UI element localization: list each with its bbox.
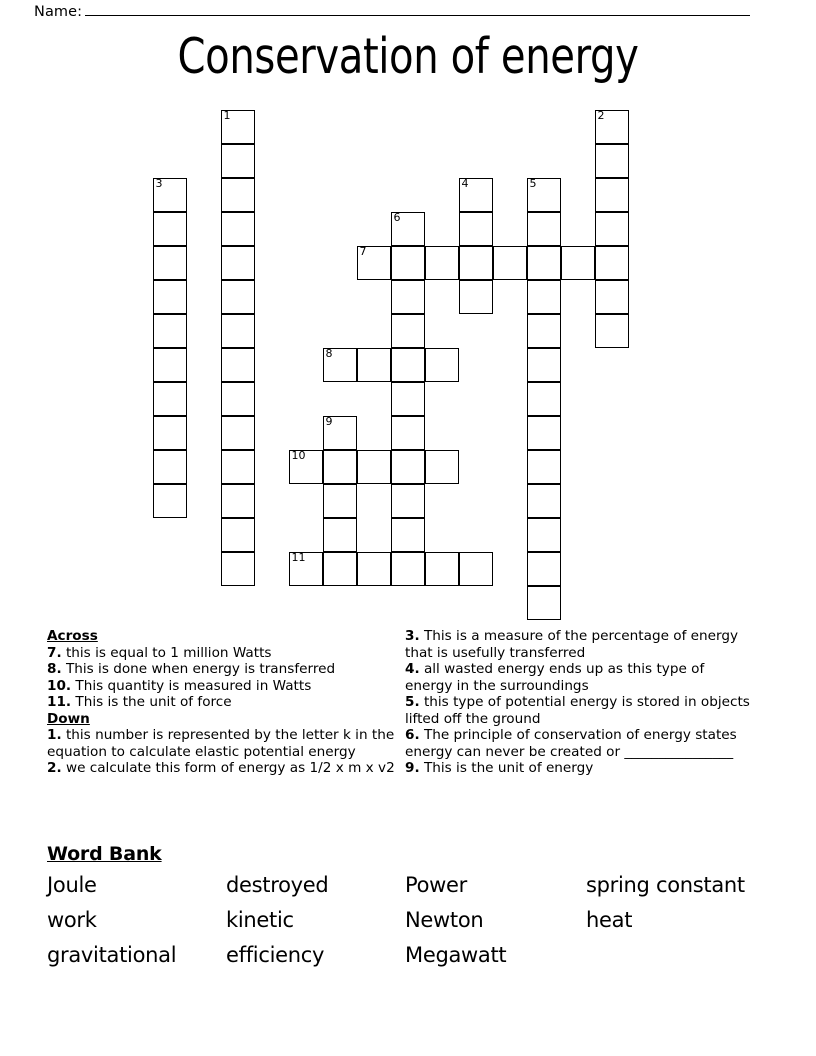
grid-cell[interactable] bbox=[323, 416, 357, 450]
grid-cell[interactable] bbox=[391, 552, 425, 586]
grid-cell-number: 7 bbox=[359, 245, 367, 258]
grid-cell[interactable] bbox=[153, 450, 187, 484]
across-heading: Across bbox=[47, 628, 98, 644]
word-bank-title: Word Bank bbox=[47, 843, 162, 865]
clue-text: all wasted energy ends up as this type of energy in the surroundings bbox=[405, 661, 705, 694]
clue-number: 9. bbox=[405, 760, 420, 776]
clues-right-column bbox=[405, 628, 755, 777]
clue-text: we calculate this form of energy as 1/2 x m x v2 bbox=[65, 760, 395, 776]
word-bank-word[interactable]: efficiency bbox=[226, 943, 325, 967]
grid-cell[interactable] bbox=[221, 280, 255, 314]
grid-cell[interactable] bbox=[527, 280, 561, 314]
grid-cell[interactable] bbox=[323, 450, 357, 484]
grid-cell[interactable] bbox=[527, 314, 561, 348]
clue-across-7 bbox=[47, 645, 395, 662]
grid-cell[interactable] bbox=[595, 212, 629, 246]
grid-cell[interactable] bbox=[153, 178, 187, 212]
grid-cell[interactable] bbox=[153, 382, 187, 416]
grid-cell[interactable] bbox=[221, 416, 255, 450]
grid-cell[interactable] bbox=[527, 382, 561, 416]
grid-cell[interactable] bbox=[221, 552, 255, 586]
clue-across-10 bbox=[47, 678, 395, 695]
clue-down-9 bbox=[405, 760, 755, 777]
grid-cell[interactable] bbox=[527, 586, 561, 620]
clue-down-6 bbox=[405, 727, 755, 760]
word-bank-word[interactable]: Power bbox=[405, 873, 467, 897]
grid-cell[interactable] bbox=[357, 246, 391, 280]
grid-cell[interactable] bbox=[527, 212, 561, 246]
grid-cell[interactable] bbox=[527, 484, 561, 518]
grid-cell[interactable] bbox=[459, 212, 493, 246]
grid-cell[interactable] bbox=[323, 518, 357, 552]
grid-cell[interactable] bbox=[153, 484, 187, 518]
clue-across-8 bbox=[47, 661, 395, 678]
clues-left-column bbox=[47, 628, 395, 777]
clue-down-4 bbox=[405, 661, 755, 694]
grid-cell[interactable] bbox=[391, 518, 425, 552]
grid-cell[interactable] bbox=[595, 144, 629, 178]
clue-across-11 bbox=[47, 694, 395, 711]
word-bank-word[interactable]: spring constant bbox=[586, 873, 745, 897]
clue-number: 5. bbox=[405, 694, 420, 710]
grid-cell-number: 8 bbox=[325, 347, 333, 360]
grid-cell[interactable] bbox=[221, 382, 255, 416]
grid-cell-number: 2 bbox=[597, 109, 605, 122]
clue-text: This is the unit of energy bbox=[423, 760, 594, 776]
grid-cell[interactable] bbox=[221, 110, 255, 144]
grid-cell[interactable] bbox=[425, 450, 459, 484]
clue-number: 11. bbox=[47, 694, 72, 710]
clue-text: this is equal to 1 million Watts bbox=[65, 644, 272, 661]
grid-cell-number: 3 bbox=[155, 177, 163, 190]
grid-cell[interactable] bbox=[459, 280, 493, 314]
grid-cell[interactable] bbox=[391, 314, 425, 348]
grid-cell[interactable] bbox=[221, 484, 255, 518]
grid-cell[interactable] bbox=[425, 246, 459, 280]
grid-cell[interactable] bbox=[323, 552, 357, 586]
grid-cell[interactable] bbox=[595, 314, 629, 348]
word-bank-word[interactable]: Newton bbox=[405, 908, 484, 932]
clue-number: 3. bbox=[405, 628, 420, 644]
grid-cell-number: 5 bbox=[529, 177, 537, 190]
grid-cell[interactable] bbox=[221, 450, 255, 484]
grid-cell[interactable] bbox=[289, 552, 323, 586]
clue-down-1 bbox=[47, 727, 395, 760]
grid-cell[interactable] bbox=[221, 212, 255, 246]
clue-number: 2. bbox=[47, 760, 62, 776]
clue-number: 4. bbox=[405, 661, 420, 677]
grid-cell[interactable] bbox=[153, 348, 187, 382]
grid-cell[interactable] bbox=[391, 484, 425, 518]
grid-cell-number: 1 bbox=[223, 109, 231, 122]
clue-down-5 bbox=[405, 694, 755, 727]
grid-cell-number: 4 bbox=[461, 177, 469, 190]
grid-cell[interactable] bbox=[527, 178, 561, 212]
clue-number: 10. bbox=[47, 677, 72, 694]
clue-text: This is a measure of the percentage of energy that is usefully transferred bbox=[405, 628, 739, 661]
grid-cell[interactable] bbox=[527, 450, 561, 484]
grid-cell-number: 6 bbox=[393, 211, 401, 224]
word-bank-word[interactable]: work bbox=[47, 908, 97, 932]
grid-cell[interactable] bbox=[323, 348, 357, 382]
grid-cell[interactable] bbox=[357, 450, 391, 484]
word-bank-grid bbox=[47, 871, 767, 969]
grid-cell[interactable] bbox=[527, 246, 561, 280]
page-title: Conservation of energy bbox=[177, 28, 639, 85]
grid-cell[interactable] bbox=[595, 280, 629, 314]
clue-down-2 bbox=[47, 760, 395, 777]
grid-cell[interactable] bbox=[527, 348, 561, 382]
grid-cell[interactable] bbox=[425, 552, 459, 586]
grid-cell[interactable] bbox=[391, 280, 425, 314]
word-bank bbox=[47, 843, 767, 969]
clue-number: 7. bbox=[47, 644, 62, 661]
grid-cell[interactable] bbox=[153, 246, 187, 280]
grid-cell[interactable] bbox=[493, 246, 527, 280]
grid-cell[interactable] bbox=[221, 144, 255, 178]
down-heading: Down bbox=[47, 710, 90, 727]
grid-cell[interactable] bbox=[153, 212, 187, 246]
word-bank-word[interactable]: kinetic bbox=[226, 908, 294, 932]
name-label: Name: bbox=[34, 4, 83, 20]
grid-cell[interactable] bbox=[595, 110, 629, 144]
grid-cell[interactable] bbox=[221, 314, 255, 348]
grid-cell[interactable] bbox=[425, 348, 459, 382]
word-bank-word[interactable]: destroyed bbox=[226, 873, 329, 897]
clue-number: 6. bbox=[405, 727, 420, 743]
grid-cell[interactable] bbox=[221, 178, 255, 212]
grid-cell[interactable] bbox=[289, 450, 323, 484]
grid-cell-number: 9 bbox=[325, 415, 333, 428]
grid-cell[interactable] bbox=[459, 552, 493, 586]
grid-cell[interactable] bbox=[527, 552, 561, 586]
grid-cell[interactable] bbox=[561, 246, 595, 280]
grid-cell-number: 11 bbox=[291, 551, 306, 564]
grid-cell[interactable] bbox=[391, 246, 425, 280]
grid-cell[interactable] bbox=[323, 484, 357, 518]
grid-cell[interactable] bbox=[391, 348, 425, 382]
grid-cell[interactable] bbox=[221, 348, 255, 382]
grid-cell[interactable] bbox=[153, 280, 187, 314]
word-bank-word[interactable]: heat bbox=[586, 908, 633, 932]
grid-cell[interactable] bbox=[459, 178, 493, 212]
clue-text: This quantity is measured in Watts bbox=[75, 677, 312, 694]
grid-cell[interactable] bbox=[527, 518, 561, 552]
grid-cell[interactable] bbox=[153, 314, 187, 348]
grid-cell[interactable] bbox=[391, 416, 425, 450]
grid-cell[interactable] bbox=[391, 212, 425, 246]
word-bank-word[interactable]: Joule bbox=[47, 873, 97, 897]
grid-cell[interactable] bbox=[221, 246, 255, 280]
word-bank-word[interactable]: Megawatt bbox=[405, 943, 507, 967]
grid-cell[interactable] bbox=[153, 416, 187, 450]
grid-cell[interactable] bbox=[221, 518, 255, 552]
clue-text: this type of potential energy is stored in objects lifted off the ground bbox=[405, 694, 750, 727]
clue-number: 1. bbox=[47, 727, 62, 743]
grid-cell[interactable] bbox=[391, 450, 425, 484]
grid-cell[interactable] bbox=[527, 416, 561, 450]
grid-cell[interactable] bbox=[357, 552, 391, 586]
clue-text: This is the unit of force bbox=[75, 694, 232, 710]
word-bank-word[interactable]: gravitational bbox=[47, 943, 177, 967]
clue-number: 8. bbox=[47, 661, 62, 677]
clue-text: The principle of conservation of energy states energy can never be created or ________________ bbox=[405, 727, 737, 760]
clue-text: this number is represented by the letter k in the equation to calculate elastic potential energy bbox=[47, 727, 395, 760]
grid-cell[interactable] bbox=[357, 348, 391, 382]
grid-cell-number: 10 bbox=[291, 449, 306, 462]
grid-cell[interactable] bbox=[595, 246, 629, 280]
clue-down-3 bbox=[405, 628, 755, 661]
grid-cell[interactable] bbox=[391, 382, 425, 416]
grid-cell[interactable] bbox=[595, 178, 629, 212]
clue-text: This is done when energy is transferred bbox=[65, 661, 336, 677]
grid-cell[interactable] bbox=[459, 246, 493, 280]
